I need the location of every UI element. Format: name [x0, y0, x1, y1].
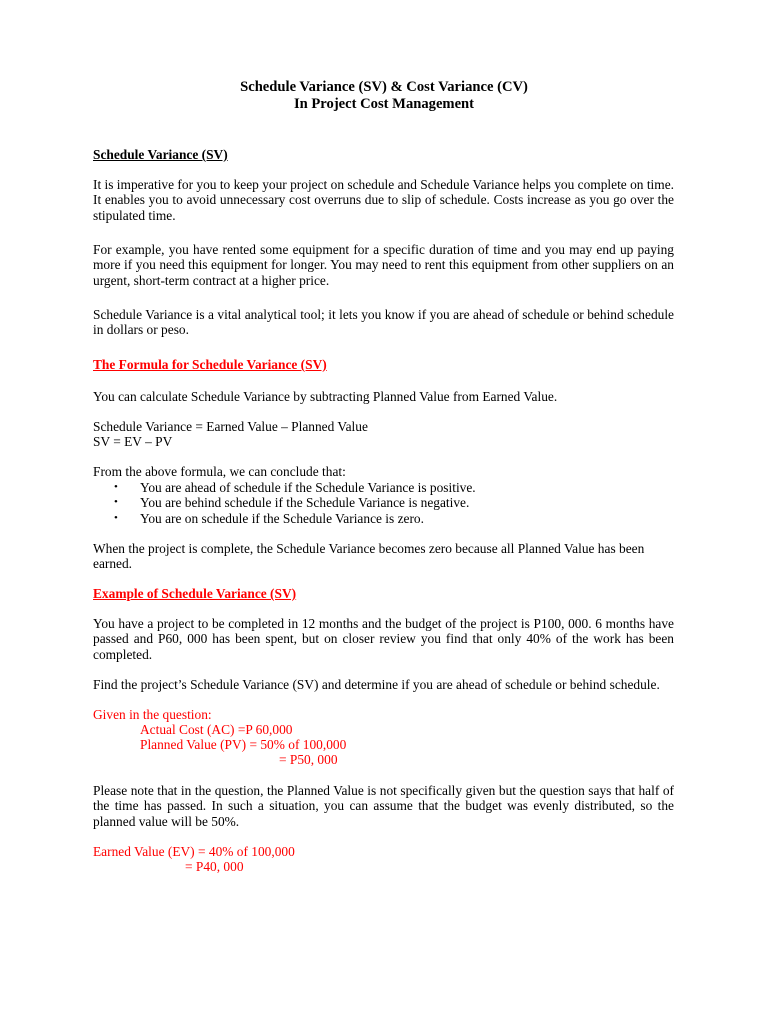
section-heading-example: Example of Schedule Variance (SV) [93, 586, 297, 601]
given-label: Given in the question: [93, 707, 212, 722]
given-planned-value-result: = P50, 000 [279, 752, 338, 767]
bullet-icon: • [114, 481, 118, 493]
paragraph-find-variance: Find the project’s Schedule Variance (SV) and determine if you are ahead of schedule or behind schedule. [93, 677, 660, 692]
conclusion-intro: From the above formula, we can conclude that: [93, 464, 346, 479]
paragraph-planned-value-note: Please note that in the question, the Planned Value is not specifically given but the question says that half of the time has passed. In such a situation, you can assume that the budget was evenly distributed, so the planned value will be 50%. [93, 783, 674, 829]
paragraph-importance: It is imperative for you to keep your project on schedule and Schedule Variance helps you complete on time. It enables you to avoid unnecessary cost overruns due to slip of schedule. Costs increase as you go over the stipulated time. [93, 177, 674, 223]
given-actual-cost: Actual Cost (AC) =P 60,000 [140, 722, 293, 737]
paragraph-example-equipment: For example, you have rented some equipment for a specific duration of time and you may end up paying more if you need this equipment for longer. You may need to rent this equipment from other suppliers on an urgent, short-term contract at a higher price. [93, 242, 674, 288]
paragraph-calculate: You can calculate Schedule Variance by subtracting Planned Value from Earned Value. [93, 389, 558, 404]
list-item-text: You are ahead of schedule if the Schedule Variance is positive. [140, 480, 476, 495]
earned-value-result: = P40, 000 [185, 859, 244, 874]
bullet-icon: • [114, 496, 118, 508]
earned-value-line: Earned Value (EV) = 40% of 100,000 [93, 844, 295, 859]
bullet-icon: • [114, 512, 118, 524]
section-heading-schedule-variance: Schedule Variance (SV) [93, 147, 228, 162]
list-item-text: You are on schedule if the Schedule Variance is zero. [140, 511, 424, 526]
paragraph-example-problem: You have a project to be completed in 12 months and the budget of the project is P100, 000. 6 months have passed and P60, 000 has been spent, but on closer review you find that only 40% of the work has been completed. [93, 616, 674, 662]
section-heading-formula: The Formula for Schedule Variance (SV) [93, 357, 327, 372]
document-title-line-2: In Project Cost Management [293, 96, 475, 112]
formula-line-words: Schedule Variance = Earned Value – Planned Value [93, 419, 368, 434]
list-item-text: You are behind schedule if the Schedule Variance is negative. [140, 495, 470, 510]
given-planned-value: Planned Value (PV) = 50% of 100,000 [140, 737, 347, 752]
paragraph-project-complete: When the project is complete, the Schedule Variance becomes zero because all Planned Value has been earned. [93, 541, 645, 572]
paragraph-analytical-tool: Schedule Variance is a vital analytical tool; it lets you know if you are ahead of schedule or behind schedule in dollars or peso. [93, 307, 674, 338]
formula-line-abbrev: SV = EV – PV [93, 434, 173, 449]
document-title-line-1: Schedule Variance (SV) & Cost Variance (CV) [240, 79, 528, 95]
